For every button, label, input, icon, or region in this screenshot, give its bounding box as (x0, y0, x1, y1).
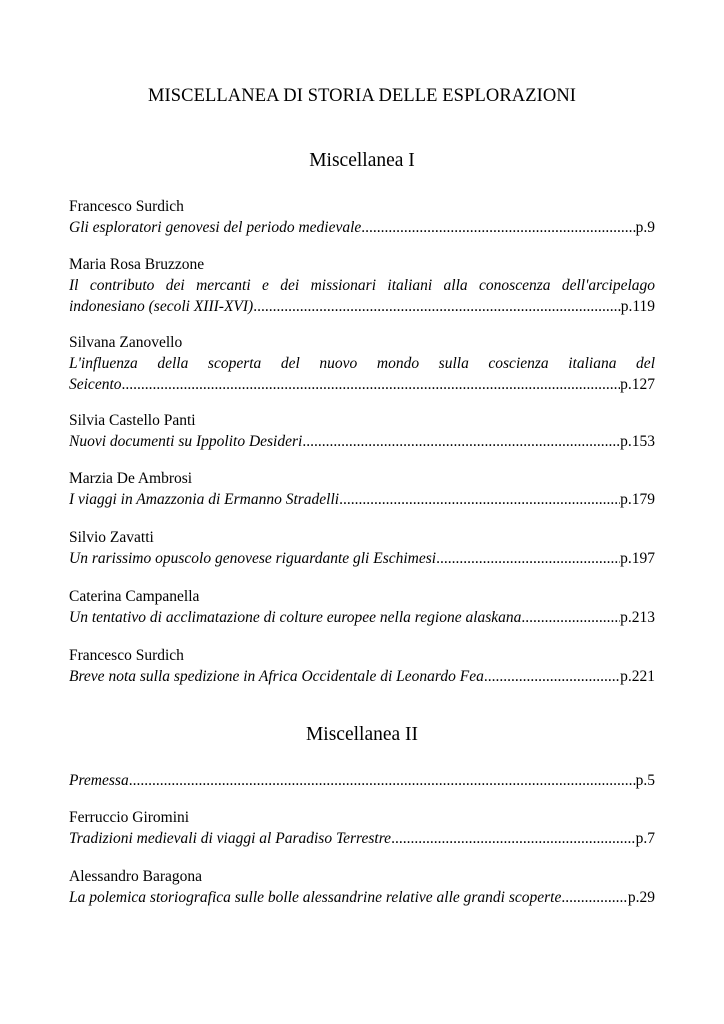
leader-dots (339, 489, 620, 510)
entry-title-line (69, 770, 655, 791)
toc-entry (69, 866, 655, 908)
toc-entry (69, 196, 655, 238)
entry-author: Marzia De Ambrosi (69, 470, 193, 487)
entry-page: p.127 (620, 376, 655, 393)
entry-title: La polemica storiografica sulle bolle alessandrine relative alle grandi scoperte (69, 889, 562, 906)
entry-title-line (69, 217, 655, 238)
toc-entry (69, 410, 655, 452)
entry-title: Premessa (69, 772, 129, 789)
toc-entry (69, 807, 655, 849)
entry-page: p.5 (635, 772, 655, 789)
entry-page: p.179 (620, 491, 655, 508)
leader-dots (129, 770, 636, 791)
section-heading-miscellanea-2: Miscellanea II (305, 724, 419, 745)
entry-title: I viaggi in Amazzonia di Ermanno Stradelli (69, 491, 340, 508)
leader-dots (122, 374, 621, 395)
entry-page: p.153 (620, 433, 655, 450)
leader-dots (484, 666, 620, 687)
leader-dots (521, 607, 620, 628)
entry-title: Nuovi documenti su Ippolito Desideri (69, 433, 303, 450)
entry-title-line (69, 374, 655, 395)
entry-author: Silvana Zanovello (69, 334, 183, 351)
entry-title: Un rarissimo opuscolo genovese riguardante gli Eschimesi (69, 550, 437, 567)
entry-title-line (69, 607, 655, 628)
entry-title-line (69, 828, 655, 849)
toc-entry (69, 527, 655, 569)
entry-title-line (69, 887, 655, 908)
toc-entry (69, 254, 655, 317)
entry-title: Il contributo dei mercanti e dei missionari italiani alla conoscenza dell'arcipelago (69, 277, 655, 294)
toc-entry (69, 586, 655, 628)
entry-author: Alessandro Baragona (69, 868, 202, 885)
entry-page: p.7 (635, 830, 655, 847)
section-heading-miscellanea-1: Miscellanea I (309, 150, 415, 171)
entry-title-line (69, 548, 655, 569)
entry-page: p.197 (620, 550, 655, 567)
entry-page: p.221 (620, 668, 655, 685)
toc-entry (69, 770, 655, 791)
entry-title: Gli esploratori genovesi del periodo medievale (69, 219, 362, 236)
leader-dots (361, 217, 635, 238)
entry-title-line (69, 489, 655, 510)
entry-author: Francesco Surdich (69, 198, 184, 215)
entry-title-line (69, 666, 655, 687)
leader-dots (436, 548, 620, 569)
entry-title: Tradizioni medievali di viaggi al Paradiso Terrestre (69, 830, 392, 847)
entry-author: Francesco Surdich (69, 647, 184, 664)
entry-author: Ferruccio Giromini (69, 809, 190, 826)
entry-title-continued: indonesiano (secoli XIII-XVI) (69, 298, 254, 315)
entry-title-line (69, 431, 655, 452)
toc-entry (69, 468, 655, 510)
entry-title-line (69, 296, 655, 317)
entry-page: p.213 (620, 609, 655, 626)
entry-author: Maria Rosa Bruzzone (69, 256, 205, 273)
toc-entry (69, 332, 655, 395)
entry-title-continued: Seicento (69, 376, 122, 393)
entry-page: p.9 (635, 219, 655, 236)
document-title: MISCELLANEA DI STORIA DELLE ESPLORAZIONI (147, 86, 577, 106)
entry-title: L'influenza della scoperta del nuovo mondo sulla coscienza italiana del (69, 355, 655, 372)
entry-page: p.119 (620, 298, 655, 315)
entry-author: Caterina Campanella (69, 588, 200, 605)
leader-dots (391, 828, 636, 849)
entry-author: Silvia Castello Panti (69, 412, 196, 429)
leader-dots (302, 431, 620, 452)
entry-title: Un tentativo di acclimatazione di colture europee nella regione alaskana (69, 609, 522, 626)
entry-author: Silvio Zavatti (69, 529, 154, 546)
entry-page: p.29 (627, 889, 655, 906)
leader-dots (253, 296, 620, 317)
leader-dots (561, 887, 628, 908)
entry-title: Breve nota sulla spedizione in Africa Occidentale di Leonardo Fea (69, 668, 484, 685)
toc-entry (69, 645, 655, 687)
